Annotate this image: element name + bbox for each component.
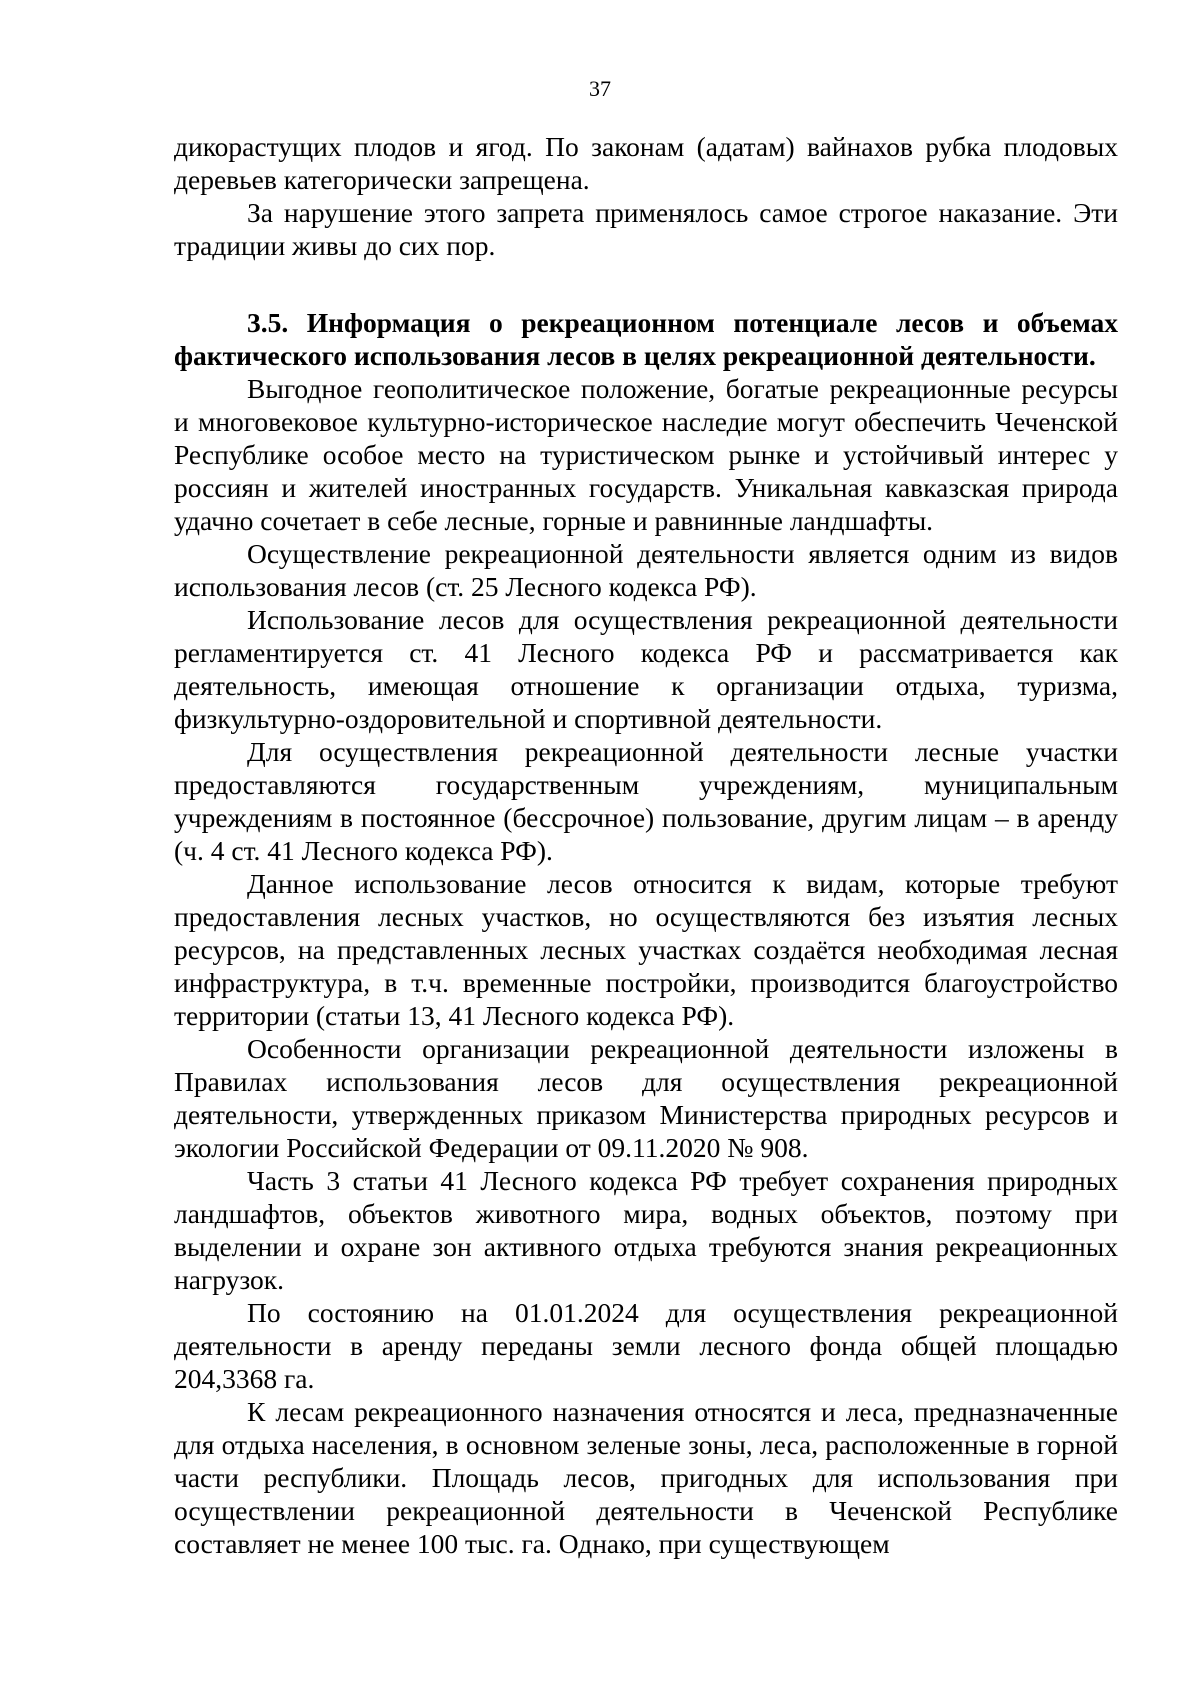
section-heading: 3.5. Информация о рекреационном потенциале лесов и объемах фактического использования лесов в целях рекреационной деятельности. xyxy=(174,307,1118,371)
paragraph: Выгодное геополитическое положение, богатые рекреационные ресурсы и многовековое культурно-историческое наследие могут обеспечить Чеченской Республике особое место на туристическом рынке и устойчивый интерес у россиян и жителей иностранных государств. Уникальная кавказская природа удачно сочетает в себе лесные, горные и равнинные ландшафты. xyxy=(174,373,1118,536)
paragraph-last: К лесам рекреационного назначения относятся и леса, предназначенные для отдыха населения, в основном зеленые зоны, леса, расположенные в горной части республики. Площадь лесов, пригодных для использования при осуществлении рекреационной деятельности в Чеченской Республике составляет не менее 100 тыс. га. Однако, при существующем xyxy=(174,1396,1118,1559)
paragraph: Для осуществления рекреационной деятельности лесные участки предоставляются государственным учреждениям, муниципальным учреждениям в постоянное (бессрочное) пользование, другим лицам – в аренду (ч. 4 ст. 41 Лесного кодекса РФ). xyxy=(174,736,1118,866)
paragraph: Особенности организации рекреационной деятельности изложены в Правилах использования лесов для осуществления рекреационной деятельности, утвержденных приказом Министерства природных ресурсов и экологии Российской Федерации от 09.11.2020 № 908. xyxy=(174,1033,1118,1163)
paragraph: Часть 3 статьи 41 Лесного кодекса РФ требует сохранения природных ландшафтов, объектов животного мира, водных объектов, поэтому при выделении и охране зон активного отдыха требуются знания рекреационных нагрузок. xyxy=(174,1165,1118,1295)
paragraph: Осуществление рекреационной деятельности является одним из видов использования лесов (ст. 25 Лесного кодекса РФ). xyxy=(174,538,1118,602)
paragraph: Данное использование лесов относится к видам, которые требуют предоставления лесных участков, но осуществляются без изъятия лесных ресурсов, на представленных лесных участках создаётся необходимая лесная инфраструктура, в т.ч. временные постройки, производится благоустройство территории (статьи 13, 41 Лесного кодекса РФ). xyxy=(174,868,1118,1031)
paragraph: За нарушение этого запрета применялось самое строгое наказание. Эти традиции живы до сих пор. xyxy=(174,197,1118,261)
page-number: 37 xyxy=(589,76,611,101)
paragraph-continuation: дикорастущих плодов и ягод. По законам (адатам) вайнахов рубка плодовых деревьев категорически запрещена. xyxy=(174,131,1118,195)
page-body xyxy=(174,130,1118,1560)
paragraph: По состоянию на 01.01.2024 для осуществления рекреационной деятельности в аренду переданы земли лесного фонда общей площадью 204,3368 га. xyxy=(174,1297,1118,1394)
paragraph: Использование лесов для осуществления рекреационной деятельности регламентируется ст. 41 Лесного кодекса РФ и рассматривается как деятельность, имеющая отношение к организации отдыха, туризма, физкультурно-оздоровительной и спортивной деятельности. xyxy=(174,604,1118,734)
